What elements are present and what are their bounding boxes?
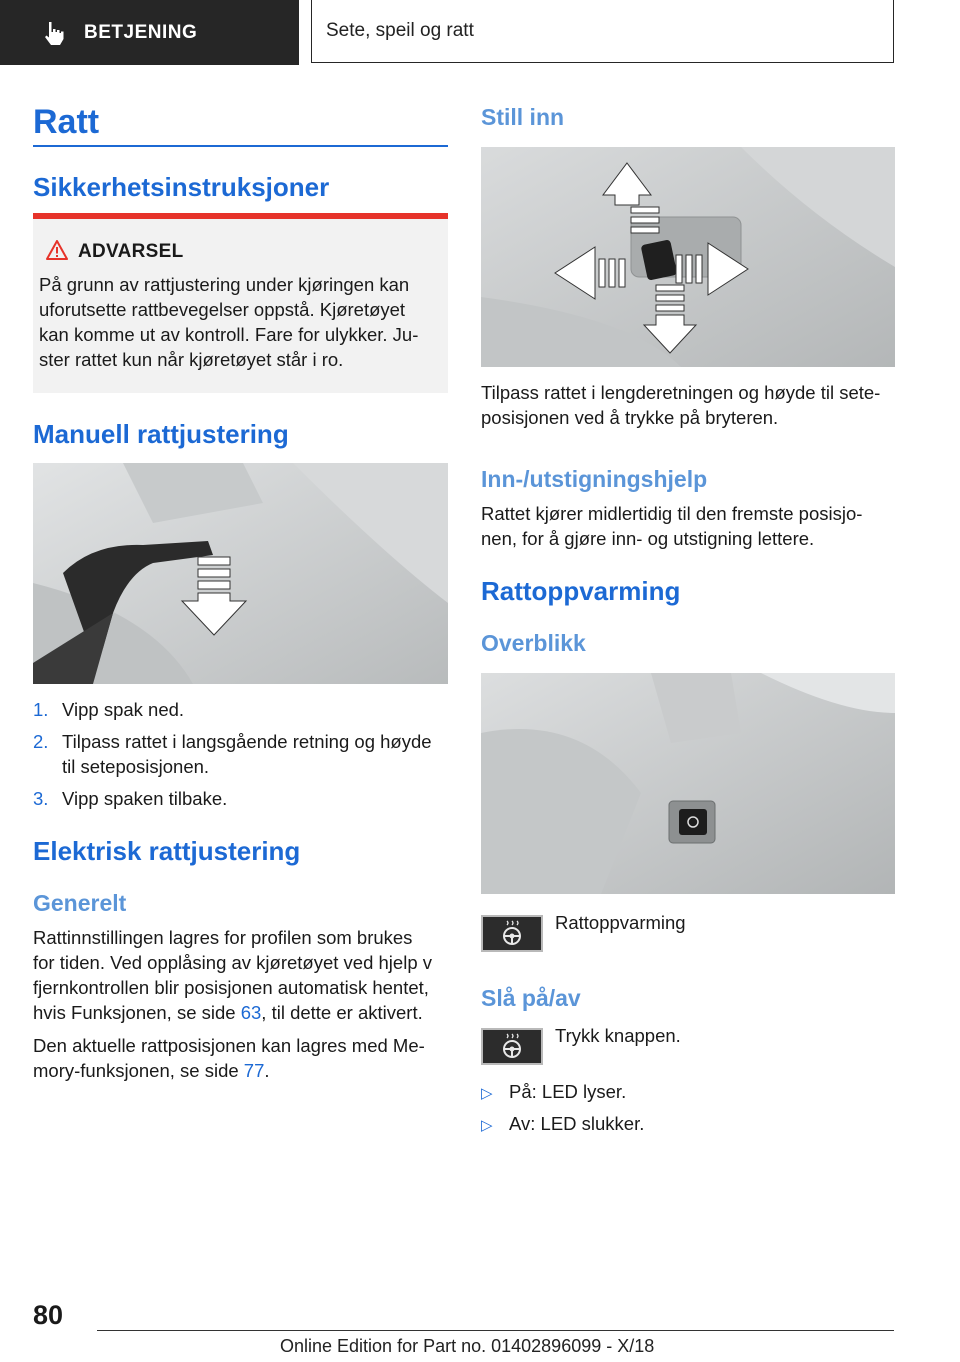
step-text: Vipp spaken tilbake.	[62, 788, 228, 809]
page-link-77[interactable]: 77	[243, 1060, 265, 1081]
heating-button-illustration	[481, 673, 895, 894]
text-span: , til dette er aktivert.	[261, 1002, 423, 1023]
general-text-line-2: for tiden. Ved opplåsing av kjøretøyet ved hjelp v	[33, 952, 432, 973]
warning-triangle-icon	[46, 240, 68, 260]
step-text-cont: til seteposisjonen.	[62, 756, 210, 777]
adjust-switch-illustration	[481, 147, 895, 367]
general-text-line-3: fjernkontrollen blir posisjonen automatisk hentet,	[33, 977, 429, 998]
warning-line-3: kan komme ut av kontroll. Fare for ulykker. Ju-	[39, 324, 419, 345]
list-item	[481, 1079, 781, 1105]
section-tab	[0, 0, 299, 65]
steering-heating-button-icon	[481, 915, 543, 952]
heating-label: Rattoppvarming	[555, 912, 686, 933]
adjust-text-line-2: posisjonen ved å trykke på bryteren.	[481, 407, 779, 428]
footer-edition: Online Edition for Part no. 01402896099 - X/18	[280, 1336, 655, 1356]
list-item	[33, 729, 453, 781]
adjust-text-line-1: Tilpass rattet i lengderetningen og høyde til sete-	[481, 382, 881, 403]
warning-line-1: På grunn av rattjustering under kjøringen kan	[39, 274, 410, 295]
page-title: Ratt	[33, 103, 100, 141]
step-text: Tilpass rattet i langsgående retning og høyde	[62, 731, 432, 752]
bullet-triangle-icon: ▷	[481, 1085, 493, 1102]
step-number: 2.	[33, 731, 49, 752]
general-text-line-4	[33, 1000, 423, 1026]
bullet-triangle-icon: ▷	[481, 1117, 493, 1134]
text-span: hvis Funksjonen, se side	[33, 1002, 241, 1023]
general-text-line-1: Rattinnstillingen lagres for profilen som brukes	[33, 927, 413, 948]
list-item	[481, 1111, 781, 1137]
lever-illustration	[33, 463, 448, 684]
manual-adjust-heading: Manuell rattjustering	[33, 419, 289, 449]
memory-text-line-1: Den aktuelle rattposisjonen kan lagres med Me-	[33, 1035, 425, 1056]
press-button-text: Trykk knappen.	[555, 1025, 681, 1046]
text-span: .	[264, 1060, 270, 1081]
chapter-label: Sete, speil og ratt	[326, 20, 474, 41]
step-text: Vipp spak ned.	[62, 699, 185, 720]
list-item	[33, 786, 453, 812]
footer-rule	[97, 1330, 894, 1331]
warning-line-4: ster rattet kun når kjøretøyet står i ro.	[39, 349, 344, 370]
hand-pointer-icon	[40, 19, 68, 47]
bullet-text: Av: LED slukker.	[509, 1113, 645, 1134]
warning-title: ADVARSEL	[78, 241, 184, 262]
memory-text-line-2	[33, 1058, 270, 1084]
chapter-box	[311, 0, 894, 63]
step-number: 1.	[33, 699, 49, 720]
safety-heading: Sikkerhetsinstruksjoner	[33, 172, 330, 202]
adjust-heading: Still inn	[481, 104, 565, 130]
warning-line-2: uforutsette rattbevegelser oppstå. Kjøretøyet	[39, 299, 406, 320]
entry-text-line-1: Rattet kjører midlertidig til den fremste posisjo-	[481, 503, 863, 524]
list-item	[33, 697, 453, 723]
electric-adjust-heading: Elektrisk rattjustering	[33, 836, 301, 866]
page-number: 80	[33, 1300, 64, 1330]
general-heading: Generelt	[33, 890, 127, 916]
page-link-63[interactable]: 63	[240, 1002, 262, 1023]
entry-aid-heading: Inn-/utstigningshjelp	[481, 466, 708, 492]
text-span: mory-funksjonen, se side	[33, 1060, 244, 1081]
overview-heading: Overblikk	[481, 630, 586, 656]
step-number: 3.	[33, 788, 49, 809]
title-rule	[33, 145, 448, 147]
steering-heating-button-icon	[481, 1028, 543, 1065]
entry-text-line-2: nen, for å gjøre inn- og utstigning lettere.	[481, 528, 815, 549]
bullet-text: På: LED lyser.	[509, 1081, 627, 1102]
heating-heading: Rattoppvarming	[481, 576, 681, 606]
section-label: BETJENING	[84, 21, 198, 43]
on-off-heading: Slå på/av	[481, 985, 581, 1011]
